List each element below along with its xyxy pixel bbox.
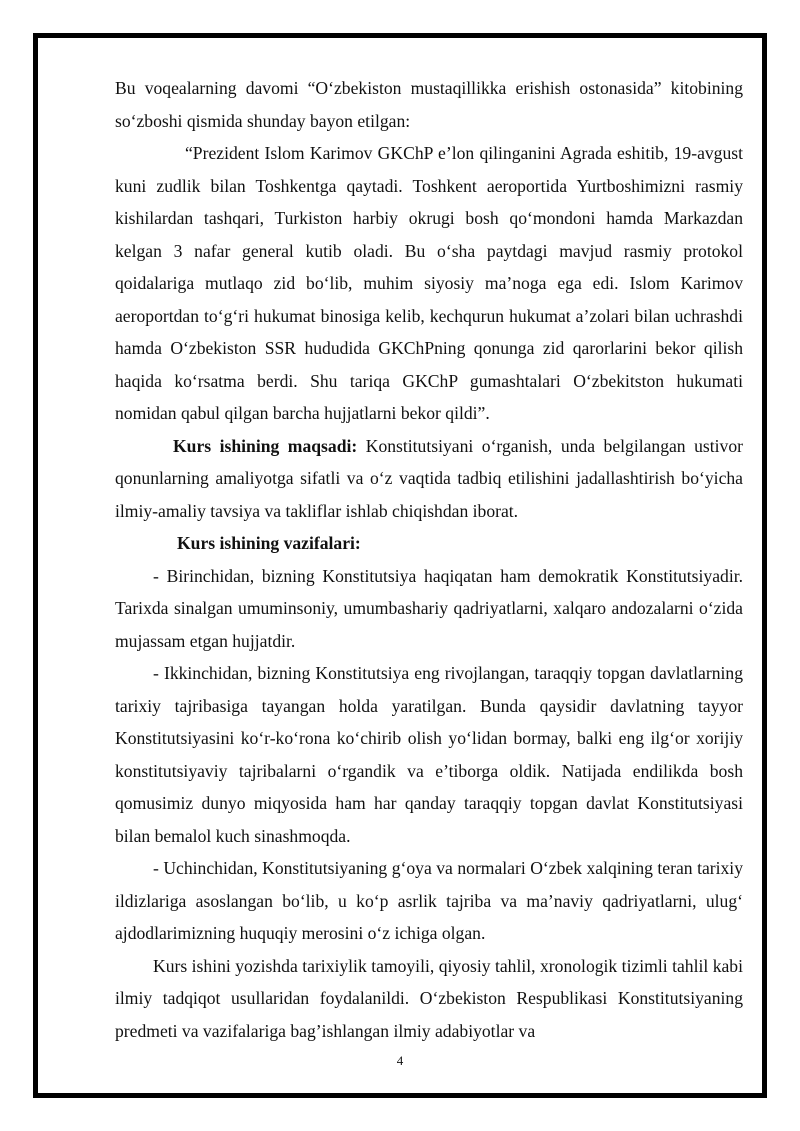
paragraph-goal (115, 430, 743, 528)
tasks-heading: Kurs ishining vazifalari: (177, 533, 361, 553)
paragraph-task-2: - Ikkinchidan, bizning Konstitutsiya eng rivojlangan, taraqqiy topgan davlatlarning tarixiy tajribasiga tayangan holda yaratilgan. Bunda qaysidir davlatning tayyor Konstitutsiyasini ko‘r-ko‘rona ko‘chirib olish yo‘lidan bormay, balki eng ilg‘or xorijiy konstitutsiyaviy tajribalarni o‘rgandik va e’tiborga oldik. Natijada endilikda bosh qomusimiz dunyo miqyosida ham har qanday taraqqiy topgan davlat Konstitutsiyasi bilan bemalol kuch sinashmoqda. (115, 663, 743, 846)
paragraph-methods: Kurs ishini yozishda tarixiylik tamoyili, qiyosiy tahlil, xronologik tizimli tahlil kabi ilmiy tadqiqot usullaridan foydalanildi. O‘zbekiston Respublikasi Konstitutsiyaning predmeti va vazifalariga bag’ishlangan ilmiy adabiyotlar va (115, 955, 743, 1041)
goal-text: Konstitutsiyani o‘rganish, unda belgilangan ustivor qonunlarning amaliyotga sifatli va o‘z vaqtida tadbiq etilishini jadallashtirish bo‘yicha ilmiy-amaliy tavsiya va takliflar ishlab chiqishdan iborat. (115, 435, 743, 521)
paragraph-task-3: - Uchinchidan, Konstitutsiyaning g‘oya va normalari O‘zbek xalqining teran tarixiy ildizlariga asoslangan bo‘lib, u ko‘p asrlik tajriba va ma’naviy qadriyatlarni, ulug‘ ajdodlarimizning huquqiy merosini o‘z ichiga olgan. (115, 858, 743, 943)
paragraph-quote: “Prezident Islom Karimov GKChP e’lon qilinganini Agrada eshitib, 19-avgust kuni zudlik bilan Toshkentga qaytadi. Toshkent aeroportida Yurtboshimizni rasmiy kishilardan tashqari, Turkiston harbiy okrugi bosh qo‘mondoni hamda Markazdan kelgan 3 nafar general kutib oladi. Bu o‘sha paytdagi mavjud rasmiy protokol qoidalariga mutlaqo zid bo‘lib, muhim siyosiy ma’noga ega edi. Islom Karimov aeroportdan to‘g‘ri hukumat binosiga kelib, kechqurun hukumat a’zolari bilan uchrashdi hamda O‘zbekiston SSR hududida GKChPning qonunga zid qarorlarini bekor qilish haqida ko‘rsatma berdi. Shu tariqa GKChP gumashtalari O‘zbekitston hukumati nomidan qabul qilgan barcha hujjatlarni bekor qildi”. (115, 143, 743, 423)
goal-label: Kurs ishining maqsadi: (173, 435, 358, 456)
document-body (115, 72, 743, 1047)
paragraph-task-1: - Birinchidan, bizning Konstitutsiya haqiqatan ham demokratik Konstitutsiyadir. Tarixda sinalgan umuminsoniy, umumbashariy qadriyatlarni, xalqaro andozalarni o‘zida mujassam etgan hujjatdir. (115, 565, 743, 651)
paragraph-intro: Bu voqealarning davomi “O‘zbekiston mustaqillikka erishish ostonasida” kitobining so‘zboshi qismida shunday bayon etilgan: (115, 78, 743, 131)
page-number: 4 (396, 1053, 404, 1068)
